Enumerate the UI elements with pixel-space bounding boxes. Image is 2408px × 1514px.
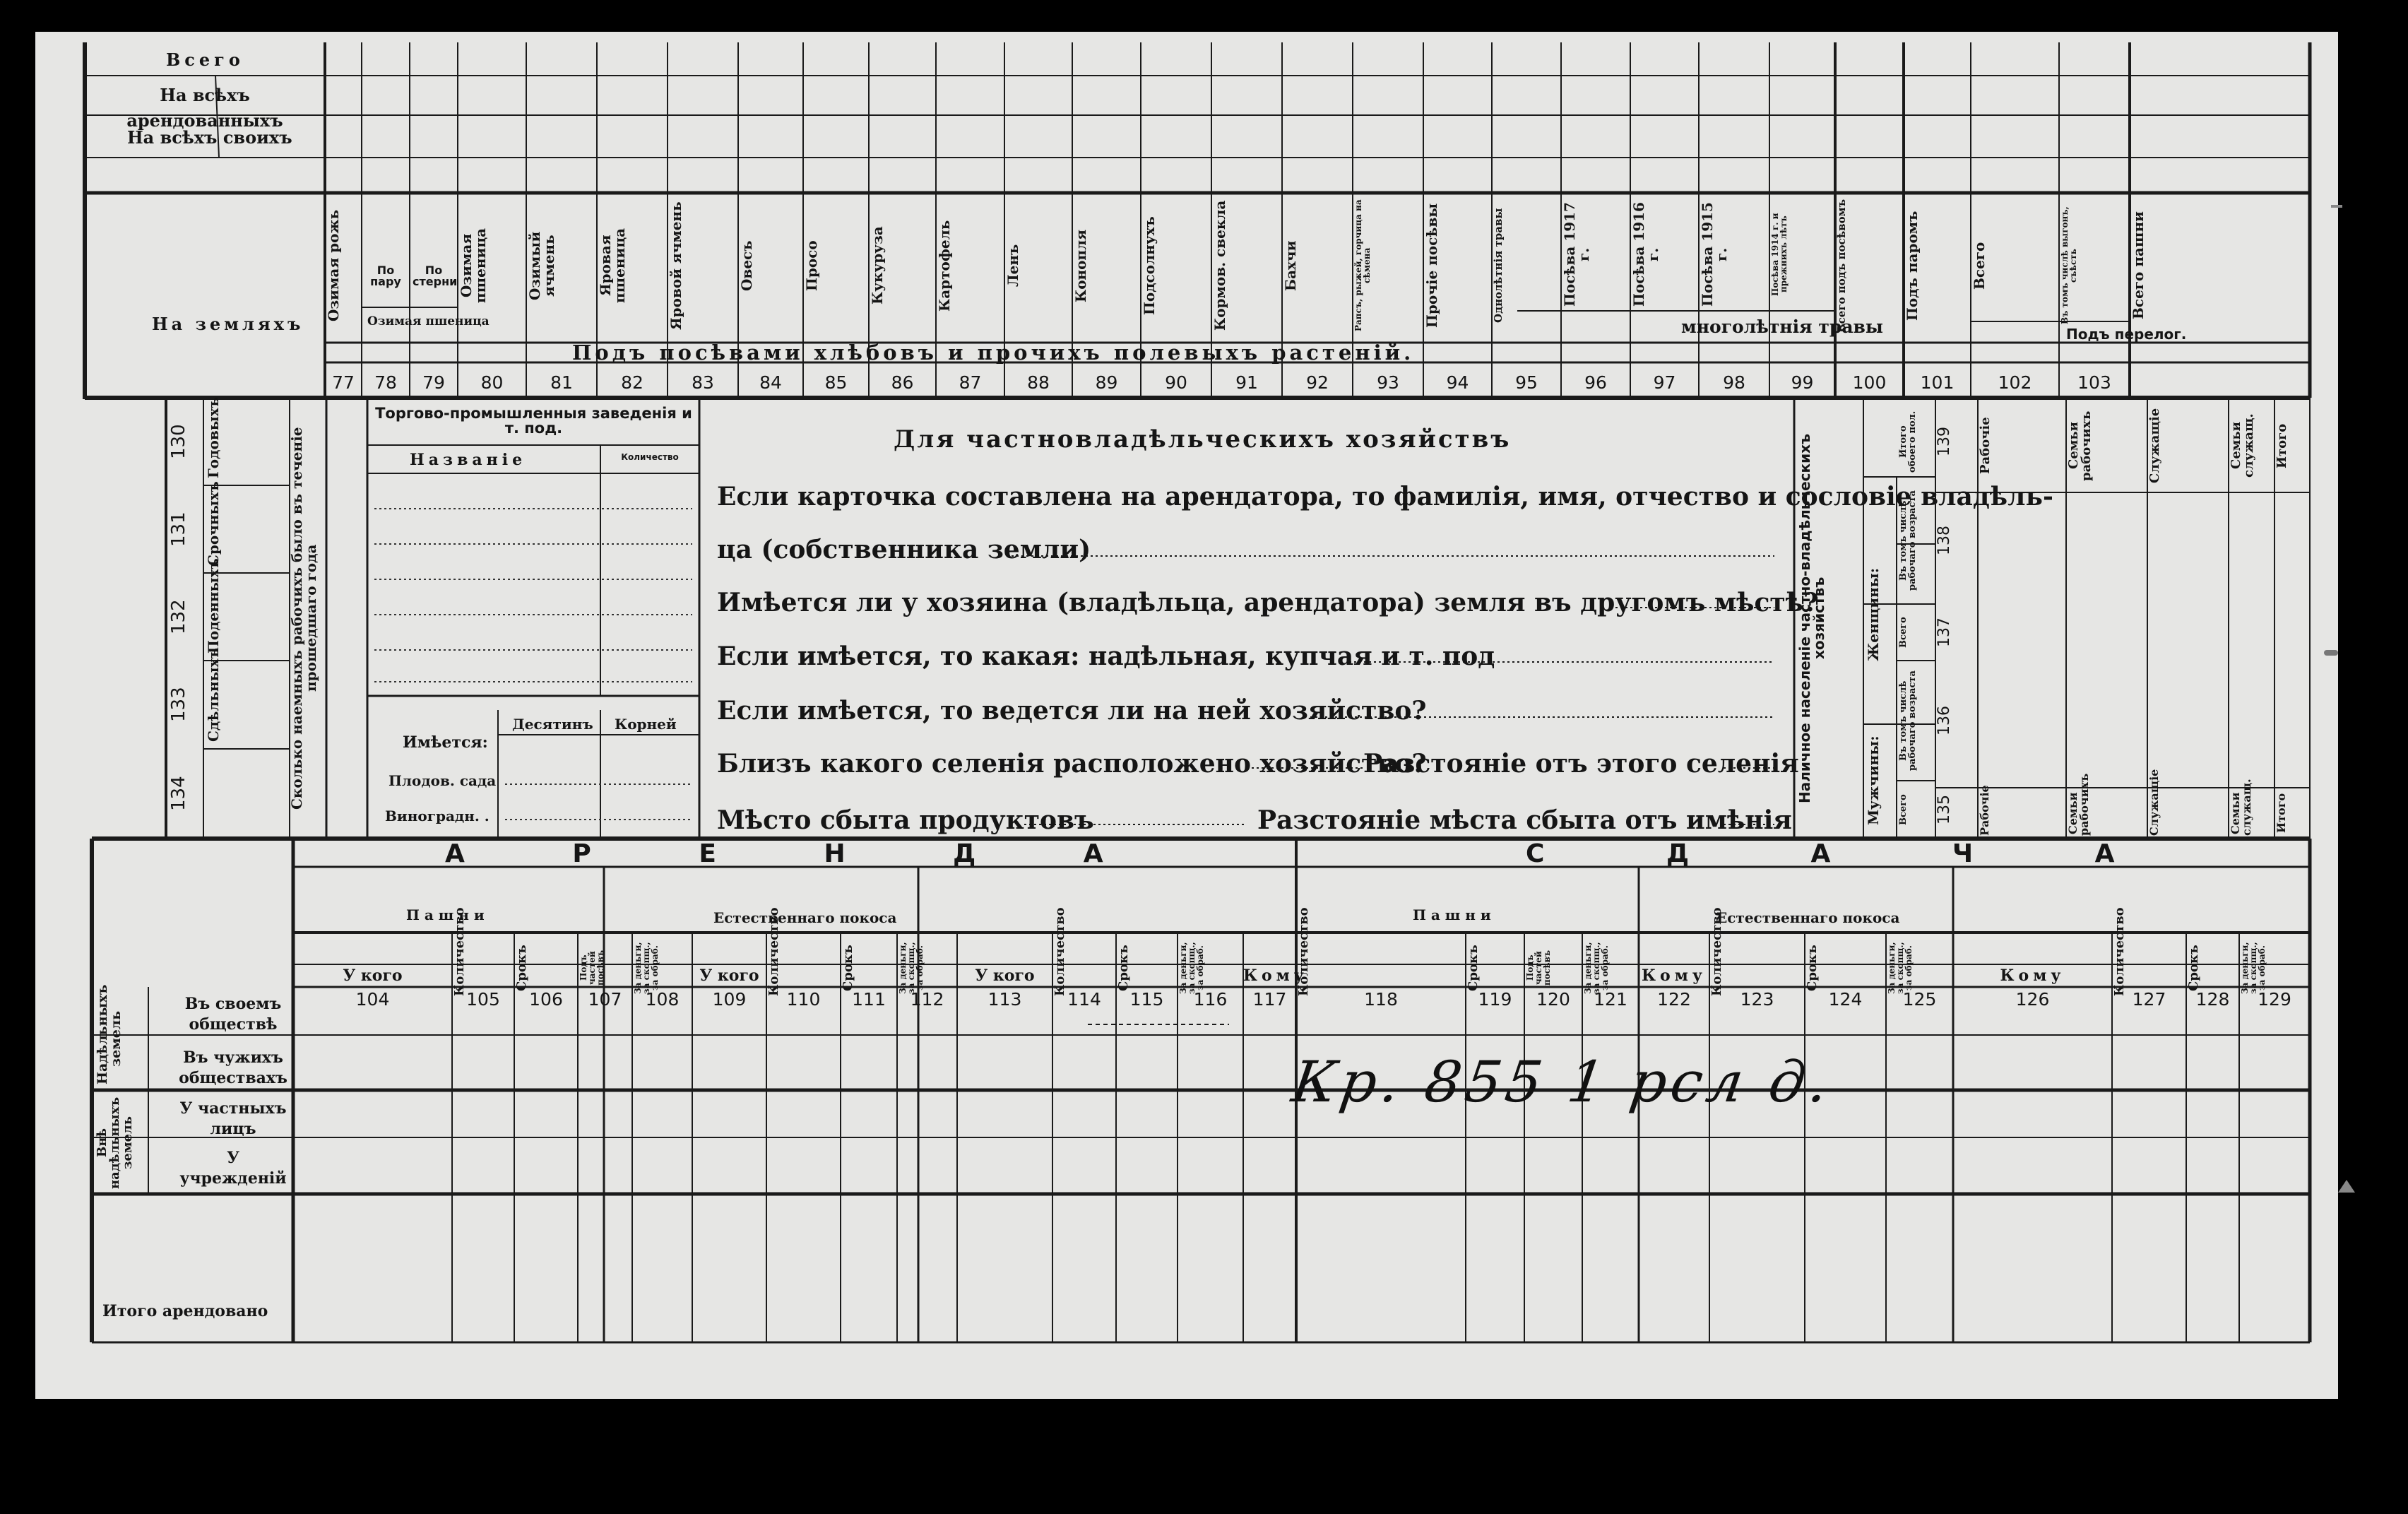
bottom-hdr-25: За деньги, за скопщ., за обраб.: [2240, 942, 2267, 994]
bottom-hdr-1: Количество: [452, 907, 467, 996]
question-2: Имѣется ли у хозяина (владѣльца, арендатора) земля въ другомъ мѣстѣ?: [717, 588, 1819, 617]
bottom-num-117: 117: [1252, 989, 1287, 1010]
row-label-na-zemlyah: На земляхъ: [152, 314, 304, 334]
bottom-hdr-24: Срокъ: [2186, 945, 2201, 991]
plodov-sada-label: Плодов. сада: [389, 772, 497, 789]
row-chastnyh-lits: У частныхъ лицъ: [179, 1099, 287, 1138]
crop-header-3: Озимая пшеница: [458, 227, 489, 304]
bottom-hdr-19: Количество: [1709, 907, 1724, 996]
crop-header-7: Овесъ: [738, 240, 755, 291]
crop-header-19: Посѣва 1917 г.: [1561, 202, 1592, 307]
bottom-num-123: 123: [1740, 989, 1774, 1010]
crop-header-22: Посѣва 1914 г. и прежнихъ лѣтъ: [1770, 213, 1789, 296]
row-label-vsego: Всего: [166, 49, 244, 70]
crop-header-15: Бахчи: [1282, 240, 1299, 291]
right-top-col-4: Итого: [2274, 423, 2289, 468]
sdacha-pashni: П а ш н и: [1413, 906, 1491, 923]
bottom-num-120: 120: [1536, 989, 1570, 1010]
row-itogo-arendovano: Итого арендовано: [102, 1302, 268, 1320]
left-label-1: Срочныхъ: [205, 481, 222, 566]
bottom-hdr-0: У кого: [343, 966, 403, 985]
question-6b: Разстояніе мѣста сбыта отъ имѣнія: [1257, 805, 1792, 835]
trade-title: Торгово-промышленныя заведенія и т. под.: [375, 405, 692, 437]
bottom-hdr-23: Количество: [2112, 907, 2127, 996]
top-num-95: 95: [1515, 372, 1538, 393]
top-num-102: 102: [1998, 372, 2032, 393]
bottom-hdr-15: Срокъ: [1466, 945, 1481, 991]
bottom-num-108: 108: [645, 989, 680, 1010]
bottom-num-128: 128: [2195, 989, 2230, 1010]
crop-header-2: По стерни: [413, 264, 458, 288]
vne-nadel-caption: Внѣ надѣльныхъ земель: [95, 1096, 135, 1189]
top-num-90: 90: [1165, 372, 1187, 393]
korney-col: Корней: [615, 716, 677, 733]
top-num-89: 89: [1095, 372, 1118, 393]
pop-label-1: Въ томъ числѣ рабочаго возраста: [1898, 490, 1918, 591]
bottom-num-118: 118: [1364, 989, 1398, 1010]
bottom-hdr-11: Срокъ: [1116, 945, 1131, 991]
bottom-hdr-14: Количество: [1296, 907, 1311, 996]
crop-header-24: Подъ паромъ: [1904, 211, 1921, 321]
top-num-91: 91: [1235, 372, 1258, 393]
top-num-87: 87: [959, 372, 982, 393]
top-num-88: 88: [1027, 372, 1050, 393]
pop-num-0: 139: [1935, 427, 1953, 456]
top-num-99: 99: [1791, 372, 1814, 393]
bottom-hdr-8: За деньги, за скопщ., за обраб.: [898, 942, 925, 994]
bottom-num-106: 106: [529, 989, 563, 1010]
bottom-num-119: 119: [1478, 989, 1512, 1010]
bottom-hdr-2: Срокъ: [514, 945, 529, 991]
bottom-num-121: 121: [1594, 989, 1627, 1010]
arenda-banner: А Р Е Н Д А: [445, 839, 1153, 868]
bottom-hdr-20: Срокъ: [1805, 945, 1820, 991]
bottom-hdr-13: Кому: [1243, 966, 1308, 985]
pop-num-3: 136: [1935, 706, 1953, 735]
top-num-94: 94: [1446, 372, 1469, 393]
top-num-84: 84: [759, 372, 782, 393]
bottom-hdr-9: У кого: [975, 966, 1035, 985]
right-top-col-1: Семьи рабочихъ: [2066, 410, 2094, 481]
crop-header-13: Подсолнухъ: [1141, 216, 1158, 315]
crop-header-4: Озимый ячмень: [526, 231, 557, 300]
top-num-85: 85: [824, 372, 848, 393]
bottom-hdr-21: За деньги, за скопщ., за обраб.: [1887, 942, 1914, 994]
bottom-num-111: 111: [852, 989, 886, 1010]
pod-perelog-label: Подъ перелог.: [2066, 326, 2187, 343]
left-label-0: Годовыхъ: [205, 396, 222, 478]
left-label-3: Сдѣльныхъ: [205, 648, 222, 742]
top-num-78: 78: [374, 372, 397, 393]
edge-mark-3: [2338, 1180, 2355, 1193]
center-title: Для частновладѣльческихъ хозяйствъ: [894, 425, 1512, 454]
pop-label-2: Всего: [1898, 617, 1909, 648]
population-caption: Наличное населеніе частно-владѣльческихъ хозяйствъ: [1796, 433, 1827, 803]
crop-header-25: Всего: [1971, 242, 1988, 290]
right-bottom-col-1: Семьи рабочихъ: [2066, 773, 2091, 836]
bottom-num-114: 114: [1067, 989, 1101, 1010]
row-label-arendovannyh: На всѣхъ арендованныхъ: [126, 85, 283, 131]
mnogoletnie-travy-label: многолѣтнія травы: [1681, 317, 1883, 337]
right-bottom-col-3: Семьи служащ.: [2229, 779, 2253, 836]
crop-header-6: Яровой ячмень: [668, 201, 684, 330]
bottom-hdr-6: Количество: [766, 907, 781, 996]
top-num-101: 101: [1920, 372, 1955, 393]
bottom-num-122: 122: [1657, 989, 1691, 1010]
bottom-hdr-10: Количество: [1052, 907, 1067, 996]
question-6a: Мѣсто сбыта продуктовъ: [717, 805, 1094, 835]
crop-header-9: Кукуруза: [869, 226, 886, 305]
bottom-num-124: 124: [1828, 989, 1863, 1010]
top-num-96: 96: [1584, 372, 1607, 393]
bottom-hdr-22: Кому: [2000, 966, 2065, 985]
workers-caption: Сколько наемныхъ рабочихъ было въ теченіе прошедшаго года: [288, 427, 319, 810]
bottom-num-115: 115: [1129, 989, 1164, 1010]
question-1b: ца (собственника земли): [717, 535, 1091, 564]
crop-header-17: Прочіе посѣвы: [1423, 203, 1440, 329]
pop-label-4: Всего: [1898, 794, 1909, 825]
edge-mark-2: [2324, 650, 2338, 656]
ozimaya-pshenitsa-label: Озимая пшеница: [367, 314, 490, 329]
bottom-hdr-7: Срокъ: [841, 945, 855, 991]
top-num-79: 79: [422, 372, 445, 393]
left-num-132: 132: [168, 599, 189, 634]
bottom-num-104: 104: [355, 989, 390, 1010]
top-num-103: 103: [2077, 372, 2111, 393]
top-num-83: 83: [692, 372, 714, 393]
bottom-num-110: 110: [786, 989, 821, 1010]
crop-header-12: Конопля: [1072, 229, 1089, 302]
pop-num-4: 135: [1935, 795, 1953, 824]
row-uchrezhdeniy: У учрежденій: [179, 1149, 287, 1188]
crop-header-11: Ленъ: [1004, 244, 1021, 288]
crop-header-21: Посѣва 1915 г.: [1699, 202, 1730, 307]
bottom-num-107: 107: [588, 989, 622, 1010]
handwritten-note: Кр. 855 1 рсл д.: [1288, 1049, 1837, 1115]
row-label-svoih: На всѣхъ своихъ: [127, 127, 292, 148]
top-num-92: 92: [1306, 372, 1329, 393]
question-3: Если имѣется, то какая: надѣльная, купчая и т. под: [717, 641, 1495, 671]
crop-header-16: Рапсъ, рыжей, горчица на сѣмена: [1353, 199, 1372, 332]
trade-name-col: Названіе: [410, 451, 527, 469]
bottom-num-129: 129: [2258, 989, 2291, 1010]
crop-header-10: Картофель: [936, 220, 953, 312]
crop-header-1: По пару: [370, 264, 401, 288]
question-1a: Если карточка составлена на арендатора, то фамилія, имя, отчество и сословіе владѣль-: [717, 482, 2053, 511]
crop-header-18: Однолѣтнія травы: [1492, 208, 1505, 324]
bottom-hdr-18: Кому: [1642, 966, 1707, 985]
row-chuzhih-obshchestvah: Въ чужихъ обществахъ: [179, 1048, 287, 1087]
question-5a: Близъ какого селенія расположено хозяйство?: [717, 749, 1427, 779]
top-banner: Подъ посѣвами хлѣбовъ и прочихъ полевыхъ растеній.: [572, 341, 1415, 365]
arenda-pokos: Естественнаго покоса: [713, 909, 897, 926]
left-num-134: 134: [168, 776, 189, 812]
men-label: Мужчины:: [1865, 735, 1882, 826]
crop-header-20: Посѣва 1916 г.: [1630, 202, 1661, 307]
top-num-98: 98: [1723, 372, 1745, 393]
sdacha-banner: С Д А Ч А: [1526, 839, 2171, 868]
top-num-93: 93: [1377, 372, 1399, 393]
crop-header-5: Яровая пшеница: [597, 227, 628, 304]
right-top-col-3: Семьи служащ.: [2229, 413, 2256, 478]
pop-label-0: Итого обоего пол.: [1898, 410, 1918, 473]
question-4: Если имѣется, то ведется ли на ней хозяйство?: [717, 696, 1427, 726]
edge-mark-1: [2331, 205, 2342, 208]
bottom-num-116: 116: [1193, 989, 1228, 1010]
imeetsya-label: Имѣется:: [403, 733, 488, 752]
top-num-97: 97: [1653, 372, 1676, 393]
top-num-100: 100: [1852, 372, 1887, 393]
bottom-num-113: 113: [987, 989, 1022, 1010]
right-bottom-col-4: Итого: [2274, 793, 2288, 834]
arenda-pashni: П а ш н и: [406, 906, 485, 923]
row-svoem-obshchestve: Въ своемъ обществѣ: [184, 995, 282, 1034]
question-5b: Разстояніе отъ этого селенія: [1363, 749, 1799, 779]
left-num-130: 130: [168, 424, 189, 459]
pop-label-3: Въ томъ числѣ рабочаго возраста: [1898, 670, 1918, 771]
left-num-133: 133: [168, 687, 189, 723]
crop-header-23: Всего подъ посѣвомъ: [1835, 199, 1848, 333]
top-num-86: 86: [891, 372, 914, 393]
bottom-hdr-12: За деньги, за скопщ., за обраб.: [1178, 942, 1205, 994]
right-bottom-col-2: Служащіе: [2147, 769, 2161, 836]
bottom-hdr-4: За деньги, за скопщ., за обраб.: [633, 942, 660, 994]
right-top-col-0: Рабочіе: [1978, 417, 1993, 475]
bottom-num-125: 125: [1902, 989, 1937, 1010]
right-top-col-2: Служащіе: [2147, 408, 2162, 484]
top-num-81: 81: [550, 372, 573, 393]
nadel-caption: Надѣльныхъ земель: [95, 984, 124, 1084]
bottom-hdr-5: У кого: [699, 966, 759, 985]
sdacha-pokos: Естественнаго покоса: [1716, 909, 1900, 926]
left-num-131: 131: [168, 511, 189, 547]
crop-header-14: Кормов. свекла: [1211, 200, 1228, 331]
right-bottom-col-0: Рабочіе: [1978, 785, 1991, 836]
trade-qty-col: Количество: [621, 452, 679, 462]
crop-header-26: Въ томъ числѣ выгонъ, съѣсть: [2060, 206, 2078, 325]
desyatin-col: Десятинъ: [512, 716, 593, 733]
left-label-2: Поденныхъ: [205, 558, 222, 653]
bottom-hdr-16: Подъ частей посѣвъ: [1525, 950, 1552, 986]
crop-header-0: Озимая рожь: [325, 209, 342, 322]
top-num-80: 80: [480, 372, 504, 393]
top-num-77: 77: [332, 372, 355, 393]
bottom-num-112: 112: [910, 989, 944, 1010]
bottom-hdr-3: Подъ частей посѣвъ: [579, 950, 605, 986]
form-sheet: [35, 32, 2338, 1399]
crop-header-27: Всего пашни: [2130, 211, 2147, 320]
top-num-82: 82: [621, 372, 643, 393]
pop-num-1: 138: [1935, 526, 1953, 555]
bottom-num-109: 109: [712, 989, 747, 1010]
bottom-num-105: 105: [466, 989, 500, 1010]
crop-header-8: Просо: [803, 240, 820, 291]
bottom-hdr-17: За деньги, за скопщ., за обраб.: [1583, 942, 1610, 994]
pop-num-2: 137: [1935, 617, 1953, 647]
vinograd-label: Виноградн. .: [385, 808, 490, 824]
bottom-num-127: 127: [2132, 989, 2166, 1010]
bottom-num-126: 126: [2015, 989, 2050, 1010]
women-label: Женщины:: [1865, 567, 1882, 662]
